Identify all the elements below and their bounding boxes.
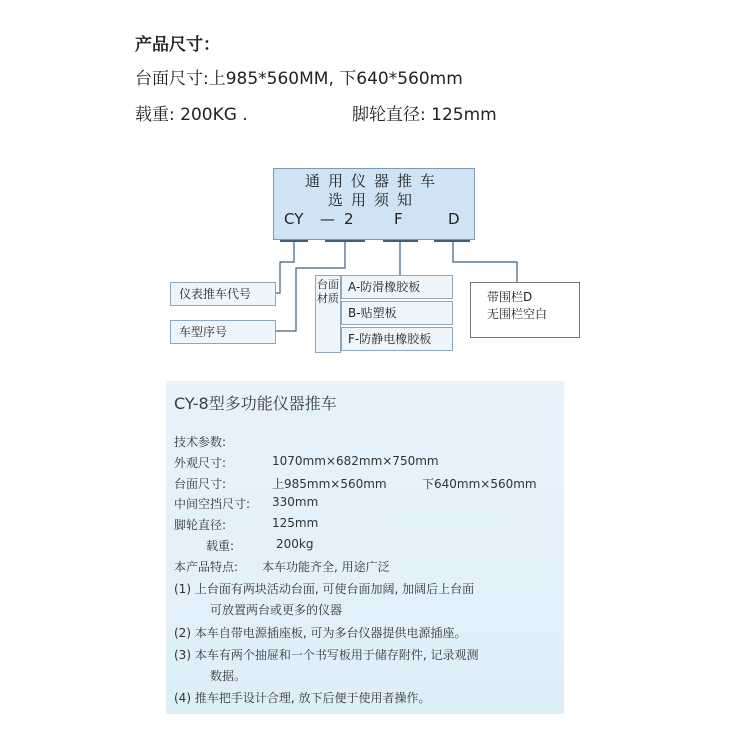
code-part-d: D [448, 210, 460, 228]
row-value-wheel: 125mm [272, 516, 319, 530]
row-label-size: 外观尺寸: [174, 456, 227, 470]
header-line-2: 选用须知 [327, 191, 420, 209]
row-value-load: 200kg [276, 537, 314, 551]
row-label-table: 台面尺寸: [174, 477, 227, 491]
spec-table-size: 台面尺寸:上985*560MM, 下640*560mm [135, 69, 463, 89]
feature-1: (1) 上台面有两块活动台面, 可使台面加阔, 加阔后上台面 [174, 582, 475, 596]
feature-3-cont: 数据。 [210, 669, 247, 683]
row-value-table-top: 上985mm×560mm [272, 477, 387, 491]
box-code: 仪表推车代号 [170, 282, 276, 306]
material-option-a: A-防滑橡胶板 [341, 275, 453, 299]
row-label-load: 载重: [206, 539, 235, 553]
params-label: 技术参数: [174, 435, 227, 449]
features-label: 本产品特点: [174, 560, 239, 574]
spec-title: 产品尺寸： [135, 35, 220, 55]
spec-load: 载重: 200KG . [135, 105, 248, 125]
code-part-2: 2 [344, 210, 354, 228]
feature-1-cont: 可放置两台或更多的仪器 [210, 603, 343, 617]
row-value-gap: 330mm [272, 495, 319, 509]
rail-with: 带围栏D [487, 290, 533, 304]
code-part-cy: CY [284, 210, 304, 228]
row-label-gap: 中间空挡尺寸: [174, 497, 251, 511]
rail-without: 无围栏空白 [487, 307, 548, 321]
product-panel [166, 381, 564, 714]
header-line-1: 通用仪器推车 [304, 172, 443, 190]
feature-2: (2) 本车自带电源插座板, 可为多台仪器提供电源插座。 [174, 626, 467, 640]
box-model-sequence: 车型序号 [170, 320, 276, 344]
row-label-wheel: 脚轮直径: [174, 518, 227, 532]
row-value-table-bottom: 下640mm×560mm [422, 477, 537, 491]
box-material-label: 台面材质 [315, 275, 341, 353]
features-summary: 本车功能齐全, 用途广泛 [262, 560, 390, 574]
box-rail-option [470, 282, 580, 338]
material-option-f: F-防静电橡胶板 [341, 327, 453, 351]
row-value-size: 1070mm×682mm×750mm [272, 454, 439, 468]
code-part-f: F [394, 210, 403, 228]
material-option-b: B-贴塑板 [341, 301, 453, 325]
spec-wheel-diameter: 脚轮直径: 125mm [352, 105, 497, 125]
feature-4: (4) 推车把手设计合理, 放下后便于使用者操作。 [174, 691, 431, 705]
feature-3: (3) 本车有两个抽屉和一个书写板用于储存附件, 记录观测 [174, 648, 479, 662]
code-part-dash: — [320, 210, 335, 228]
panel-title: CY-8型多功能仪器推车 [174, 394, 337, 413]
